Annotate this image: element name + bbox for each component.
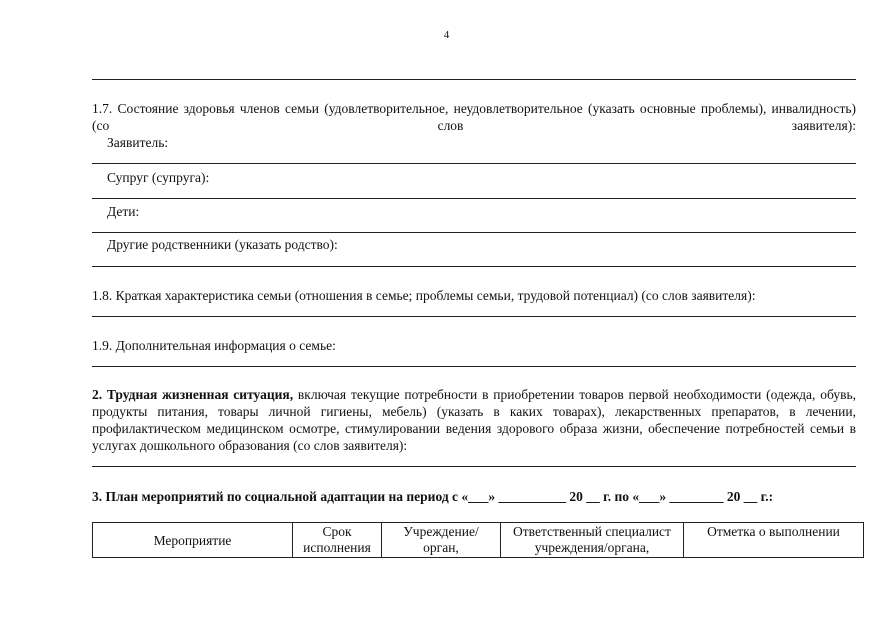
section-1-7-text: 1.7. Состояние здоровья членов семьи (удовлетворительное, неудовлетворительное (указать основные проблемы), инвалидность) (со слов заявителя): bbox=[92, 101, 856, 133]
applicant-line[interactable] bbox=[92, 163, 856, 164]
header-deadline: Срок исполнения bbox=[293, 523, 382, 558]
section-1-8-line[interactable] bbox=[92, 316, 856, 317]
applicant-label: Заявитель: bbox=[107, 135, 169, 150]
section-2-heading: 2. Трудная жизненная ситуация, bbox=[92, 387, 294, 402]
children-label: Дети: bbox=[107, 204, 140, 219]
children-line[interactable] bbox=[92, 232, 856, 233]
section-3-title: 3. План мероприятий по социальной адаптации на период с «___» __________ 20 __ г. по «___» ________ 20 __ г.: bbox=[92, 489, 774, 504]
section-1-9-text: 1.9. Дополнительная информация о семье: bbox=[92, 338, 336, 353]
section-2-text: включая текущие потребности в приобретении товаров первой необходимости (одежда, обувь, продукты питания, товары личной гигиены, мебель) (указать в каких товарах), лекарственных препаратов, в лечении, профилактическом медицинском осмотре, стимулировании ведения здорового образа жизни, обеспечение потребностей семьи в услугах дошкольного образования (со слов заявителя): bbox=[92, 387, 856, 453]
table-header-row bbox=[93, 523, 864, 558]
header-responsible: Ответственный специалист учреждения/органа, bbox=[501, 523, 684, 558]
other-relatives-label: Другие родственники (указать родство): bbox=[107, 237, 338, 252]
section-1-9-line[interactable] bbox=[92, 366, 856, 367]
divider-top bbox=[92, 79, 856, 80]
header-completion-mark: Отметка о выполнении bbox=[684, 523, 864, 558]
section-2-paragraph bbox=[92, 386, 856, 454]
spouse-line[interactable] bbox=[92, 198, 856, 199]
page-number: 4 bbox=[443, 29, 450, 41]
header-institution: Учреждение/ орган, bbox=[382, 523, 501, 558]
section-1-8-text: 1.8. Краткая характеристика семьи (отношения в семье; проблемы семьи, трудовой потенциал) (со слов заявителя): bbox=[92, 288, 756, 303]
section-2-line[interactable] bbox=[92, 466, 856, 467]
header-event: Мероприятие bbox=[93, 523, 293, 558]
other-relatives-line[interactable] bbox=[92, 266, 856, 267]
plan-table bbox=[92, 522, 864, 558]
spouse-label: Супруг (супруга): bbox=[107, 170, 210, 185]
